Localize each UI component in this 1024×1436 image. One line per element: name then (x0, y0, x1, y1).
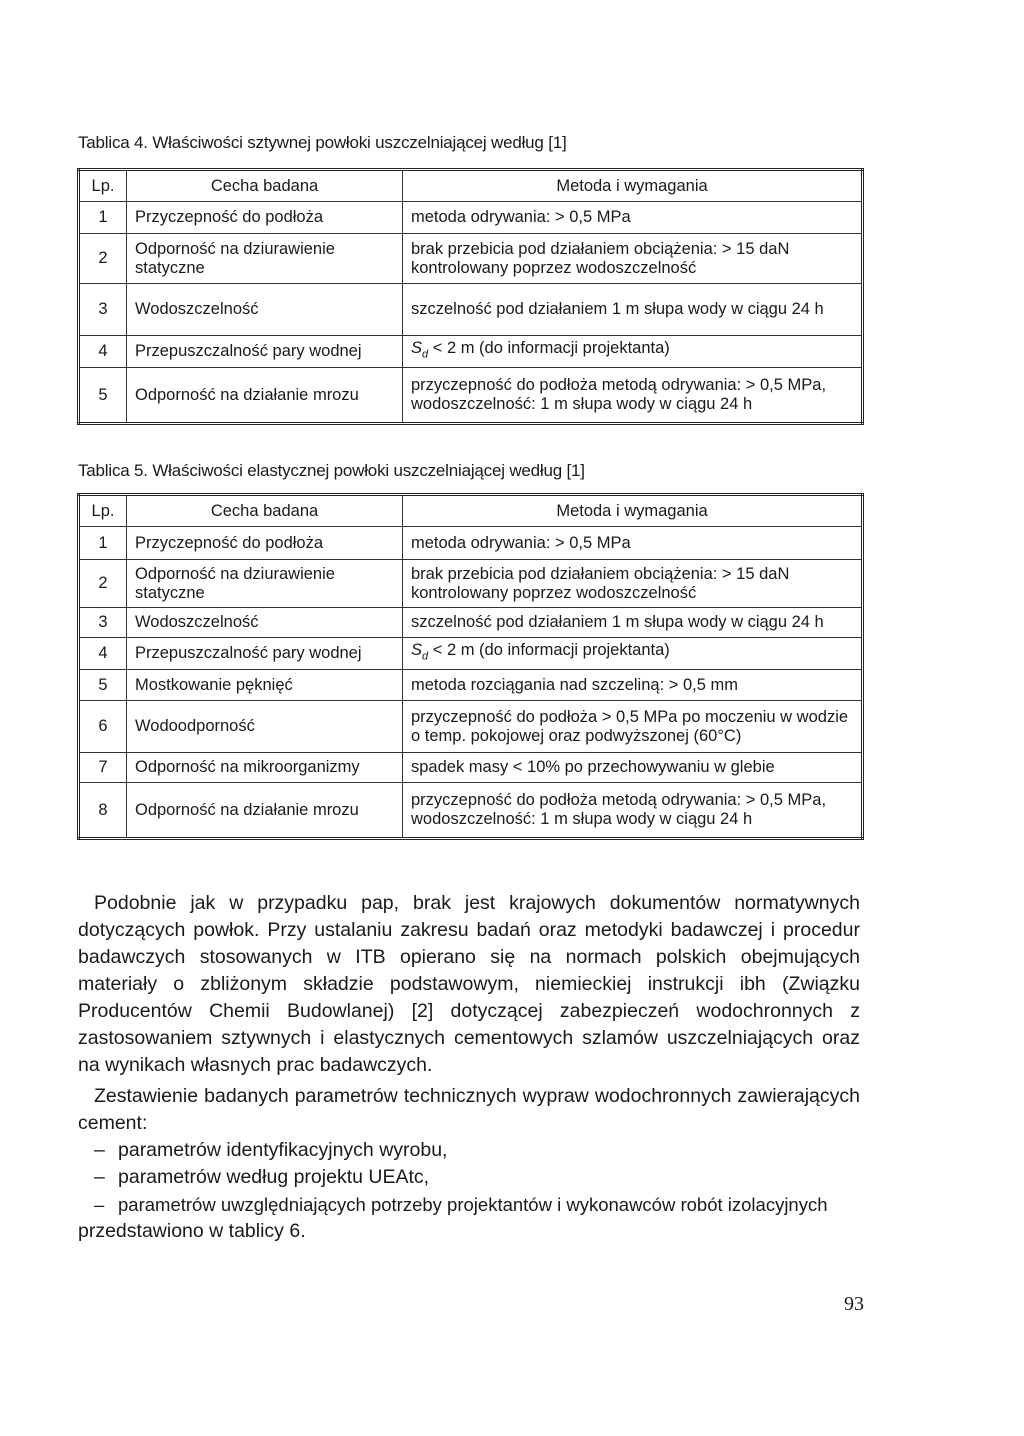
body-paragraph-2: Zestawienie badanych parametrów technicznych wypraw wodochronnych zawierających cement: (78, 1085, 860, 1134)
list-dash: – (94, 1194, 105, 1215)
list-item-text: parametrów uwzględniających potrzeby projektantów i wykonawców robót izolacyjnych (118, 1194, 828, 1215)
cell-feature: Przepuszczalność pary wodnej (127, 336, 403, 368)
list-item (78, 1191, 860, 1218)
cell-lp: 2 (79, 234, 127, 284)
list-item-text: parametrów według projektu UEAtc, (118, 1166, 430, 1188)
cell-method: szczelność pod działaniem 1 m słupa wody w ciągu 24 h (403, 284, 863, 336)
cell-lp: 8 (79, 783, 127, 839)
cell-lp: 5 (79, 368, 127, 424)
cell-method-text: < 2 m (do informacji projektanta) (432, 339, 670, 357)
cell-feature: Wodoszczelność (127, 284, 403, 336)
cell-feature: Przyczepność do podłoża (127, 527, 403, 560)
cell-lp: 1 (79, 202, 127, 234)
table4 (77, 168, 864, 425)
cell-lp: 6 (79, 701, 127, 753)
cell-method (403, 336, 863, 368)
cell-lp: 5 (79, 670, 127, 701)
sd-symbol (411, 641, 429, 663)
cell-lp: 7 (79, 753, 127, 783)
cell-method: brak przebicia pod działaniem obciążenia: > 15 daN kontrolowany poprzez wodoszczelność (403, 234, 863, 284)
cell-feature: Odporność na działanie mrozu (127, 783, 403, 839)
column-header-method: Metoda i wymagania (403, 170, 863, 202)
cell-feature: Wodoodporność (127, 701, 403, 753)
cell-feature: Mostkowanie pęknięć (127, 670, 403, 701)
cell-method: metoda odrywania: > 0,5 MPa (403, 527, 863, 560)
cell-lp: 4 (79, 638, 127, 670)
table5-header-row (79, 495, 863, 527)
column-header-lp: Lp. (79, 170, 127, 202)
body-paragraph-1: Podobnie jak w przypadku pap, brak jest krajowych dokumentów normatywnych dotyczących powłok. Przy ustalaniu zakresu badań oraz metodyki badawczej i procedur badawczych stosowanych w ITB opierano się na normach polskich obejmujących materiały o zbliżonym składzie podstawowym, niemieckiej instrukcji ibh (Związku Producentów Chemii Budowlanej) [2] dotyczącej zabezpieczeń wodochronnych z zastosowaniem sztywnych i elastycznych cementowych szlamów uszczelniających oraz na wynikach własnych prac badawczych. (78, 892, 860, 1076)
list-item-text: parametrów identyfikacyjnych wyrobu, (118, 1139, 448, 1161)
sd-symbol (411, 339, 429, 361)
table-row (79, 284, 863, 336)
cell-method: spadek masy < 10% po przechowywaniu w glebie (403, 753, 863, 783)
column-header-feature: Cecha badana (127, 170, 403, 202)
list-item (78, 1137, 860, 1164)
cell-method (403, 638, 863, 670)
table5-caption: Tablica 5. Właściwości elastycznej powłoki uszczelniającej według [1] (78, 461, 585, 480)
table-row (79, 527, 863, 560)
cell-lp: 4 (79, 336, 127, 368)
cell-lp: 2 (79, 560, 127, 608)
table5 (77, 493, 864, 840)
table-row (79, 670, 863, 701)
cell-method: brak przebicia pod działaniem obciążenia: > 15 daN kontrolowany poprzez wodoszczelność (403, 560, 863, 608)
body-closing: przedstawiono w tablicy 6. (78, 1220, 306, 1242)
cell-feature: Wodoszczelność (127, 608, 403, 638)
cell-method: przyczepność do podłoża > 0,5 MPa po moczeniu w wodzie o temp. pokojowej oraz podwyższonej (60°C) (403, 701, 863, 753)
cell-feature: Odporność na dziurawienie statyczne (127, 234, 403, 284)
table-row (79, 336, 863, 368)
sd-symbol-letter: S (411, 641, 423, 659)
body-text (78, 890, 860, 1245)
table-row (79, 608, 863, 638)
parameter-list (78, 1137, 860, 1218)
cell-feature: Odporność na działanie mrozu (127, 368, 403, 424)
cell-lp: 3 (79, 284, 127, 336)
list-dash: – (94, 1166, 105, 1188)
cell-method: szczelność pod działaniem 1 m słupa wody w ciągu 24 h (403, 608, 863, 638)
table-row (79, 368, 863, 424)
list-item (78, 1164, 860, 1191)
table-row (79, 638, 863, 670)
table4-header-row (79, 170, 863, 202)
table-row (79, 753, 863, 783)
cell-method: metoda rozciągania nad szczeliną: > 0,5 mm (403, 670, 863, 701)
cell-feature: Odporność na dziurawienie statyczne (127, 560, 403, 608)
cell-feature: Przyczepność do podłoża (127, 202, 403, 234)
column-header-method: Metoda i wymagania (403, 495, 863, 527)
cell-feature: Przepuszczalność pary wodnej (127, 638, 403, 670)
table-row (79, 701, 863, 753)
cell-method: przyczepność do podłoża metodą odrywania: > 0,5 MPa, wodoszczelność: 1 m słupa wody w ciągu 24 h (403, 368, 863, 424)
cell-method: przyczepność do podłoża metodą odrywania: > 0,5 MPa, wodoszczelność: 1 m słupa wody w ciągu 24 h (403, 783, 863, 839)
cell-lp: 3 (79, 608, 127, 638)
column-header-feature: Cecha badana (127, 495, 403, 527)
cell-method: metoda odrywania: > 0,5 MPa (403, 202, 863, 234)
table4-caption: Tablica 4. Właściwości sztywnej powłoki uszczelniającej według [1] (78, 133, 567, 152)
sd-symbol-subscript: d (422, 348, 429, 361)
sd-symbol-letter: S (411, 339, 423, 357)
table-row (79, 560, 863, 608)
list-dash: – (94, 1139, 105, 1161)
page-number: 93 (844, 1293, 864, 1315)
table-row (79, 783, 863, 839)
cell-method-text: < 2 m (do informacji projektanta) (432, 641, 670, 659)
sd-symbol-subscript: d (422, 650, 429, 663)
table-row (79, 202, 863, 234)
table-row (79, 234, 863, 284)
cell-lp: 1 (79, 527, 127, 560)
cell-feature: Odporność na mikroorganizmy (127, 753, 403, 783)
column-header-lp: Lp. (79, 495, 127, 527)
